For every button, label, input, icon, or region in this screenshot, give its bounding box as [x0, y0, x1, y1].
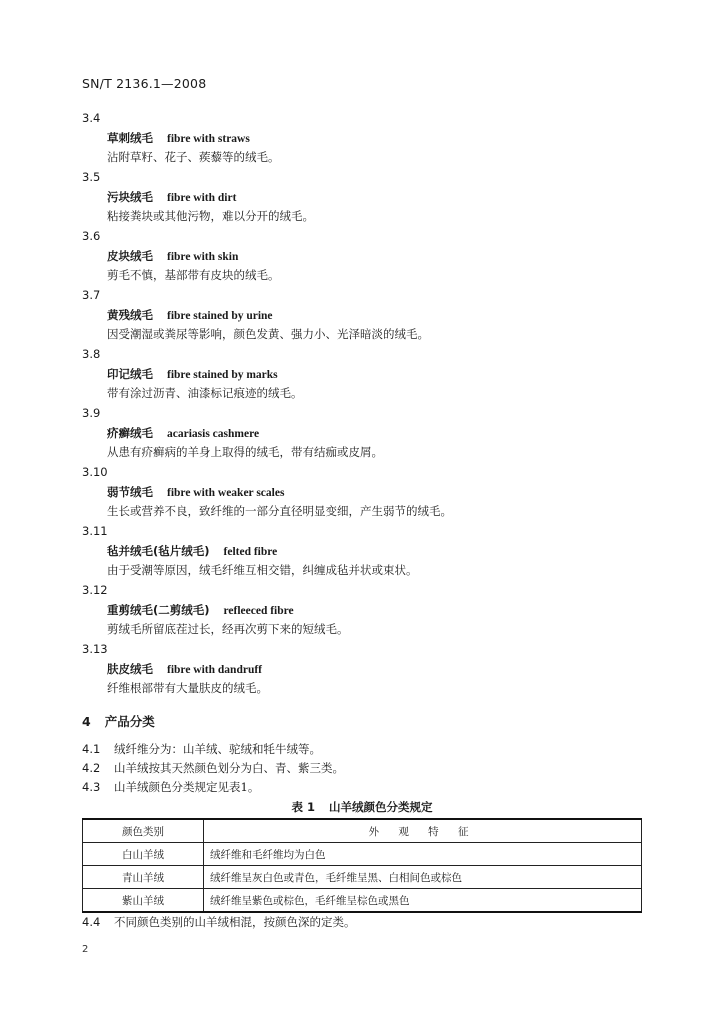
clause-number: 3.10 [82, 465, 108, 479]
clause-number: 3.12 [82, 583, 108, 597]
clause-3-11 [0, 524, 724, 583]
clause-number: 3.6 [82, 229, 101, 243]
term-chinese: 印记绒毛 [107, 367, 153, 381]
clause-number: 3.7 [82, 288, 101, 302]
standard-code: SN/T 2136.1—2008 [82, 76, 207, 91]
paragraph-4-1 [82, 741, 321, 757]
term-chinese: 污块绒毛 [107, 190, 153, 204]
term-definition: 生长或营养不良，致纤维的一部分直径明显变细，产生弱节的绒毛。 [107, 504, 452, 518]
term-english: fibre with straws [167, 133, 250, 145]
paragraph-number: 4.4 [82, 915, 101, 929]
table-row [83, 889, 642, 913]
section-heading [82, 712, 155, 730]
column-header: 颜色类别 [83, 819, 204, 843]
term-definition: 粘接粪块或其他污物，难以分开的绒毛。 [107, 209, 314, 223]
paragraph-text: 不同颜色类别的山羊绒相混，按颜色深的定类。 [114, 915, 356, 929]
term-definition: 带有涂过沥青、油漆标记痕迹的绒毛。 [107, 386, 303, 400]
term-definition: 剪毛不慎，基部带有皮块的绒毛。 [107, 268, 280, 282]
table-cell: 青山羊绒 [83, 866, 204, 889]
table-title: 山羊绒颜色分类规定 [329, 800, 433, 814]
term-definition: 因受潮湿或粪尿等影响，颜色发黄、强力小、光泽暗淡的绒毛。 [107, 327, 429, 341]
term-line [107, 307, 273, 323]
clause-3-9 [0, 406, 724, 465]
term-definition: 由于受潮等原因，绒毛纤维互相交错，纠缠成毡并状或束状。 [107, 563, 418, 577]
table-cell: 白山羊绒 [83, 843, 204, 866]
table-cell: 绒纤维呈紫色或棕色，毛纤维呈棕色或黑色 [204, 889, 642, 913]
term-definition: 从患有疥癣病的羊身上取得的绒毛，带有结痂或皮屑。 [107, 445, 383, 459]
term-line [107, 543, 277, 559]
term-english: refleeced fibre [223, 605, 294, 617]
term-chinese: 重剪绒毛(二剪绒毛) [107, 603, 210, 617]
term-english: fibre with dirt [167, 192, 237, 204]
term-line [107, 366, 278, 382]
paragraph-number: 4.3 [82, 780, 101, 794]
term-line [107, 248, 238, 264]
term-chinese: 毡并绒毛(毡片绒毛) [107, 544, 210, 558]
clause-number: 3.8 [82, 347, 101, 361]
section-title: 产品分类 [104, 714, 155, 729]
term-english: fibre with weaker scales [167, 487, 285, 499]
term-chinese: 皮块绒毛 [107, 249, 153, 263]
table-row [83, 843, 642, 866]
clause-3-8 [0, 347, 724, 406]
clause-3-6 [0, 229, 724, 288]
section-number: 4 [82, 714, 91, 729]
term-line [107, 425, 259, 441]
table-cell: 绒纤维呈灰白色或青色，毛纤维呈黑、白相间色或棕色 [204, 866, 642, 889]
term-line [107, 189, 236, 205]
paragraph-4-2 [82, 760, 344, 776]
clause-3-4 [0, 111, 724, 170]
term-definition: 剪绒毛所留底茬过长，经再次剪下来的短绒毛。 [107, 622, 349, 636]
clause-number: 3.13 [82, 642, 108, 656]
paragraph-text: 山羊绒按其天然颜色划分为白、青、紫三类。 [114, 761, 344, 775]
paragraph-number: 4.2 [82, 761, 101, 775]
paragraph-4-4 [82, 914, 356, 930]
term-english: fibre with dandruff [167, 664, 262, 676]
table-cell: 紫山羊绒 [83, 889, 204, 913]
page-number: 2 [82, 944, 89, 955]
term-chinese: 弱节绒毛 [107, 485, 153, 499]
term-definition: 纤维根部带有大量肤皮的绒毛。 [107, 681, 268, 695]
clause-3-5 [0, 170, 724, 229]
table-row [83, 866, 642, 889]
table-caption [0, 799, 724, 815]
term-english: fibre with skin [167, 251, 239, 263]
term-line [107, 602, 294, 618]
term-line [107, 661, 262, 677]
term-english: felted fibre [223, 546, 278, 558]
paragraph-number: 4.1 [82, 742, 101, 756]
term-chinese: 疥癣绒毛 [107, 426, 153, 440]
clause-number: 3.11 [82, 524, 108, 538]
paragraph-text: 山羊绒颜色分类规定见表1。 [114, 780, 260, 794]
column-header: 外 观 特 征 [204, 819, 642, 843]
table-cell: 绒纤维和毛纤维均为白色 [204, 843, 642, 866]
table-header-row [83, 819, 642, 843]
term-english: fibre stained by urine [167, 310, 273, 322]
term-chinese: 肤皮绒毛 [107, 662, 153, 676]
clause-3-7 [0, 288, 724, 347]
clause-3-13 [0, 642, 724, 701]
clause-3-10 [0, 465, 724, 524]
color-classification-table [82, 818, 642, 913]
paragraph-text: 绒纤维分为：山羊绒、驼绒和牦牛绒等。 [114, 742, 321, 756]
term-english: acariasis cashmere [167, 428, 260, 440]
term-definition: 沾附草籽、花子、蒺藜等的绒毛。 [107, 150, 280, 164]
term-chinese: 黄残绒毛 [107, 308, 153, 322]
table-number: 表 1 [291, 800, 315, 814]
term-chinese: 草刺绒毛 [107, 131, 153, 145]
term-english: fibre stained by marks [167, 369, 278, 381]
term-line [107, 130, 250, 146]
clause-3-12 [0, 583, 724, 642]
term-line [107, 484, 284, 500]
paragraph-4-3 [82, 779, 259, 795]
clause-number: 3.4 [82, 111, 101, 125]
clause-number: 3.5 [82, 170, 101, 184]
clause-number: 3.9 [82, 406, 101, 420]
